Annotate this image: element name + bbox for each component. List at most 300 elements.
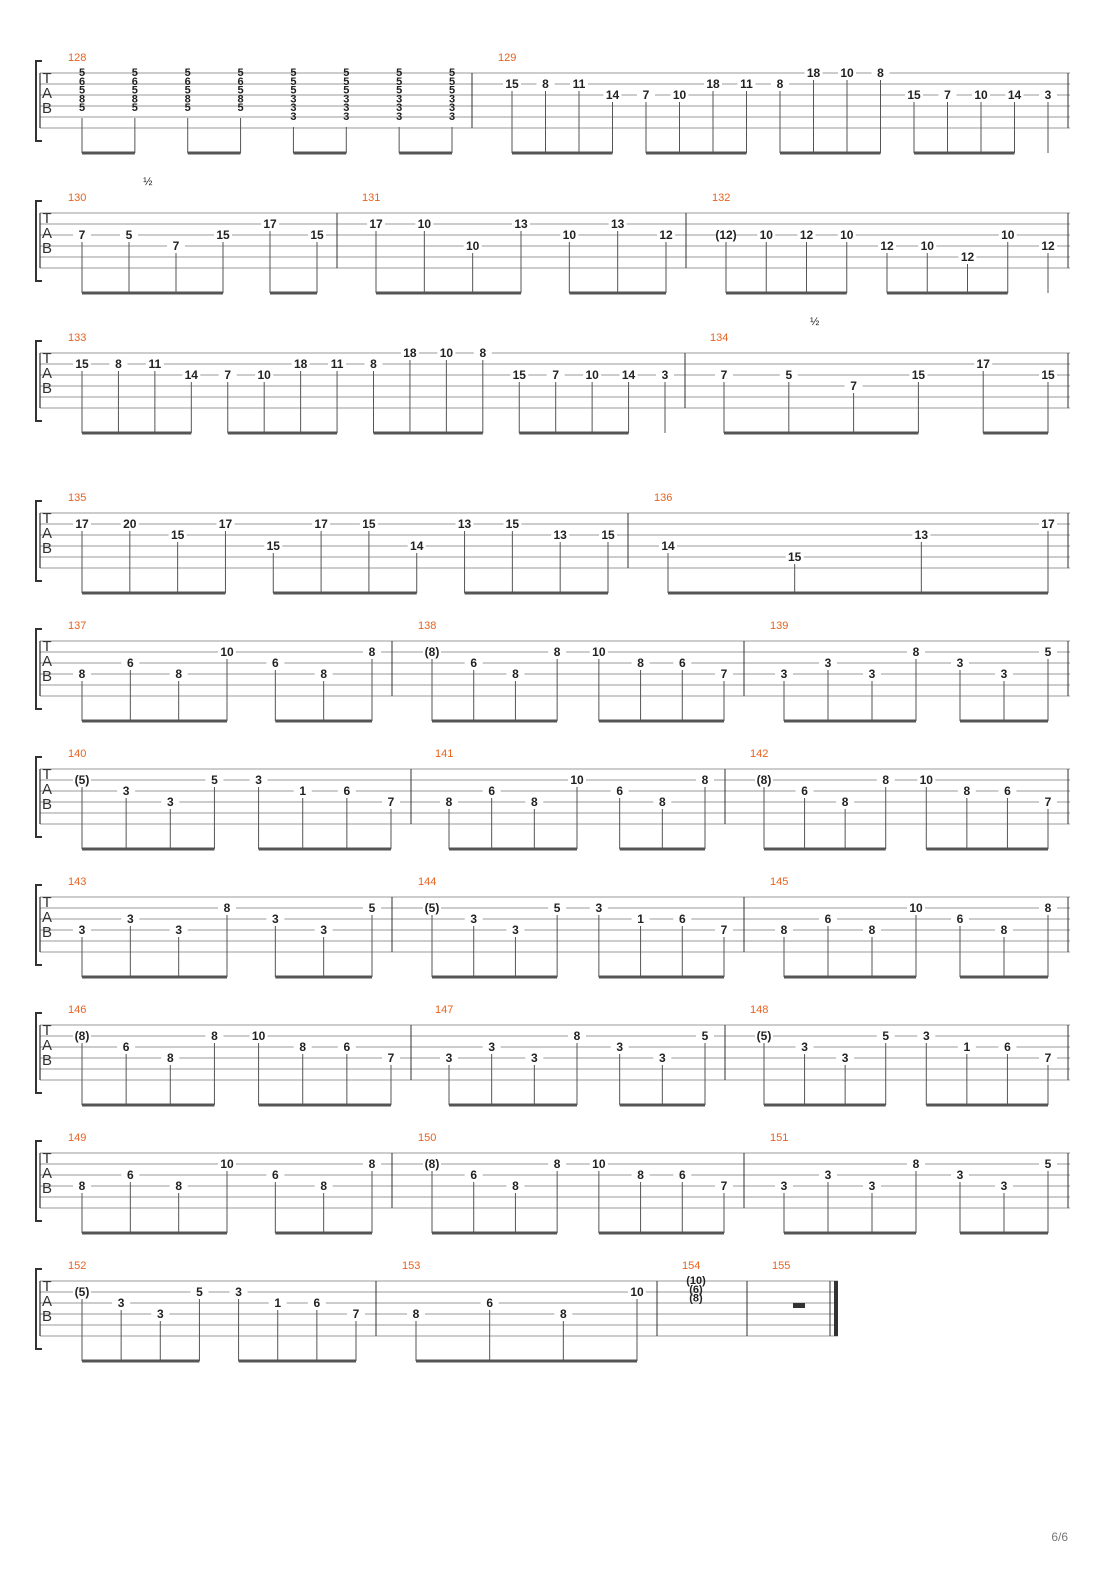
fret-number: 3: [396, 93, 403, 106]
fret-number: 6: [470, 1168, 478, 1182]
fret-number: 7: [387, 795, 395, 809]
note: [836, 1051, 854, 1105]
fret-number: 6: [126, 656, 134, 670]
tab-clef-letter: T: [42, 70, 52, 87]
note: [715, 1179, 733, 1233]
fret-number: 8: [175, 1179, 183, 1193]
fret-number: 5: [553, 901, 561, 915]
fret-number: 3: [290, 102, 297, 115]
measure: [770, 876, 1068, 977]
note: [483, 784, 501, 849]
tab-clef-letter: T: [42, 638, 52, 655]
tab-clef-letter: A: [41, 525, 53, 542]
note: [838, 66, 856, 153]
note: [117, 784, 135, 849]
measure: [435, 748, 725, 849]
fret-number: 7: [720, 923, 728, 937]
note: [294, 1040, 312, 1105]
fret-number: 10: [759, 228, 773, 242]
note: [836, 795, 854, 849]
fret-number: 3: [448, 102, 456, 115]
note: [465, 656, 483, 721]
measure: [362, 192, 686, 293]
note: [863, 1179, 881, 1233]
note: [554, 1307, 572, 1361]
tab-clef-letter: A: [41, 909, 53, 926]
fret-number: 12: [659, 228, 673, 242]
measure-number: 148: [750, 1004, 769, 1016]
fret-number: 17: [218, 517, 233, 531]
note: [974, 357, 992, 433]
measure: [68, 52, 472, 153]
note: [939, 88, 957, 153]
fret-number: 5: [448, 84, 456, 97]
fret-number: 1: [299, 784, 307, 798]
fret-number: 3: [126, 912, 134, 926]
note: [465, 1168, 483, 1233]
fret-number: 5: [131, 67, 138, 79]
fret-number: 3: [396, 111, 403, 123]
fret-number: 10: [585, 368, 599, 382]
fret-number: 15: [911, 368, 926, 382]
fret-number: 10: [257, 368, 271, 382]
note: [872, 66, 890, 153]
note: [170, 667, 188, 721]
measure: [750, 1004, 1068, 1105]
tab-clef-letter: B: [41, 240, 53, 257]
note: [620, 368, 638, 433]
note: [121, 912, 139, 977]
fret-number: 11: [572, 77, 586, 91]
measure-number: 146: [68, 1004, 87, 1016]
tab-clef-letter: A: [41, 1037, 53, 1054]
note: [506, 1179, 524, 1233]
tab-clef-letter: A: [41, 85, 53, 102]
fret-number: 6: [470, 656, 478, 670]
fret-number: 10: [974, 88, 988, 102]
note: [611, 1040, 629, 1105]
fret-number: 5: [184, 84, 191, 97]
fret-number: 3: [616, 1040, 624, 1054]
fret-number: 3: [868, 1179, 876, 1193]
note: [512, 217, 530, 293]
fret-number: 3: [290, 93, 297, 106]
tab-system: [36, 492, 1070, 593]
fret-number: (8): [424, 1157, 440, 1171]
note: [315, 667, 333, 721]
note: [907, 1157, 925, 1233]
note: [269, 1296, 287, 1361]
fret-number: 6: [956, 912, 964, 926]
fret-number: 8: [1044, 901, 1052, 915]
note: [560, 228, 578, 293]
fret-number: 11: [330, 357, 344, 371]
note: [407, 1307, 425, 1361]
tab-clef-letter: A: [41, 365, 53, 382]
note: [218, 645, 236, 721]
measure: [68, 1004, 411, 1105]
note: [568, 1029, 586, 1105]
fret-number: 3: [780, 1179, 788, 1193]
fret-number: 15: [75, 357, 89, 371]
fret-number: 10: [909, 901, 923, 915]
note: [255, 368, 273, 433]
fret-number: 5: [290, 84, 297, 97]
note: [401, 346, 419, 433]
measure-number: 135: [68, 492, 87, 504]
tab-clef-letter: T: [42, 510, 52, 527]
tab-clef-letter: A: [41, 781, 53, 798]
fret-number: 6: [343, 784, 351, 798]
measure: [68, 876, 392, 977]
measure-number: 131: [362, 192, 381, 204]
fret-number: 8: [184, 93, 191, 106]
note: [845, 379, 863, 433]
measure-number: 134: [710, 332, 729, 344]
fret-number: 6: [271, 656, 279, 670]
note: [205, 1029, 223, 1105]
fret-number: 14: [605, 88, 620, 102]
fret-number: 3: [255, 773, 262, 787]
fret-number: 14: [184, 368, 198, 382]
fret-number: 6: [678, 1168, 686, 1182]
measure-number: 132: [712, 192, 731, 204]
note: [73, 228, 91, 293]
fret-number: 5: [237, 84, 244, 97]
fret-number: 18: [293, 357, 308, 371]
measure-number: 139: [770, 620, 789, 632]
note: [590, 645, 608, 721]
fret-number: 5: [343, 75, 350, 88]
note: [657, 228, 675, 293]
fret-number: 6: [486, 1296, 494, 1310]
fret-number: 3: [122, 784, 130, 798]
tab-clef-letter: T: [42, 766, 52, 783]
fret-number: 10: [672, 88, 687, 102]
note: [437, 346, 455, 433]
note: [1039, 368, 1057, 433]
fret-number: 14: [661, 539, 675, 553]
measure: [418, 876, 744, 977]
fret-number: 7: [1044, 795, 1052, 809]
note: [909, 368, 927, 433]
fret-number: 6: [616, 784, 624, 798]
note: [537, 77, 555, 153]
fret-number: 10: [919, 773, 933, 787]
chord: [290, 67, 296, 153]
fret-number: 3: [396, 102, 403, 115]
note: [109, 357, 127, 433]
fret-number: 17: [263, 217, 277, 231]
fret-number: 7: [387, 1051, 395, 1065]
note: [917, 1029, 935, 1105]
note: [1039, 901, 1057, 977]
fret-number: 7: [720, 368, 728, 382]
note: [167, 239, 185, 293]
note: [250, 1029, 268, 1105]
fret-number: 11: [740, 77, 753, 91]
fret-number: 6: [678, 656, 686, 670]
fret-number: 12: [799, 228, 814, 242]
fret-number: 10: [465, 239, 480, 253]
note: [995, 1179, 1013, 1233]
note: [363, 1157, 381, 1233]
measure-number: 144: [418, 876, 437, 888]
fret-number: 17: [75, 517, 89, 531]
fret-number: 12: [960, 250, 975, 264]
note: [1039, 645, 1057, 721]
note: [958, 1040, 976, 1105]
fret-number: (10): [686, 1275, 706, 1287]
note: [755, 773, 773, 849]
note: [120, 228, 138, 293]
note: [998, 784, 1016, 849]
note: [312, 517, 330, 593]
chord: [132, 67, 138, 153]
fret-number: 8: [78, 667, 86, 681]
fret-number: 3: [658, 1051, 666, 1065]
tab-system: [36, 316, 1070, 433]
fret-number: 5: [396, 67, 403, 79]
fret-number: 6: [488, 784, 496, 798]
note: [548, 1157, 566, 1233]
fret-number: 1: [637, 912, 644, 926]
tab-system: [36, 52, 1070, 153]
fret-number: 8: [882, 773, 890, 787]
fret-number: 6: [678, 912, 686, 926]
fret-number: 7: [552, 368, 560, 382]
fret-number: 5: [237, 102, 244, 115]
fret-number: 7: [720, 1179, 728, 1193]
note: [999, 228, 1017, 293]
fret-number: 8: [701, 773, 709, 787]
note: [170, 923, 188, 977]
note: [465, 912, 483, 977]
note: [190, 1285, 208, 1361]
fret-number: 6: [1004, 784, 1011, 798]
measure-number: 140: [68, 748, 87, 760]
note: [382, 1051, 400, 1105]
note: [568, 773, 586, 849]
fret-number: 6: [131, 75, 138, 88]
fret-number: 8: [530, 795, 538, 809]
fret-number: 6: [184, 75, 191, 88]
note: [951, 912, 969, 977]
tab-system: [36, 1260, 838, 1361]
fret-number: 8: [115, 357, 122, 371]
fret-number: 10: [840, 228, 854, 242]
note: [805, 66, 823, 153]
fret-number: 3: [445, 1051, 453, 1065]
whole-rest: [793, 1303, 805, 1308]
note: [917, 773, 935, 849]
note: [1039, 88, 1057, 153]
measure-number: 141: [435, 748, 454, 760]
note: [771, 77, 789, 153]
tab-clef-letter: T: [42, 1022, 52, 1039]
fret-number: 3: [801, 1040, 808, 1054]
note: [877, 773, 895, 849]
tab-clef-letter: A: [41, 653, 53, 670]
note: [315, 1179, 333, 1233]
fret-number: 3: [922, 1029, 930, 1043]
note: [656, 368, 674, 433]
fret-number: 10: [251, 1029, 266, 1043]
note: [73, 1179, 91, 1233]
note: [117, 1040, 135, 1105]
fret-number: 3: [956, 1168, 964, 1182]
measure: [68, 620, 392, 721]
note: [599, 528, 617, 593]
fret-number: 8: [637, 656, 644, 670]
fret-number: 5: [343, 84, 350, 97]
note: [328, 357, 346, 433]
note: [363, 645, 381, 721]
fret-number: 8: [166, 1051, 174, 1065]
fret-number: 15: [512, 368, 526, 382]
measure: [750, 748, 1068, 849]
note: [112, 1296, 130, 1361]
note: [590, 1157, 608, 1233]
note: [73, 923, 91, 977]
measure-number: 151: [770, 1132, 789, 1144]
tab-system: [36, 620, 1070, 721]
note: [161, 795, 179, 849]
note: [819, 1168, 837, 1233]
note: [863, 667, 881, 721]
tab-clef-letter: A: [41, 225, 53, 242]
fret-number: 3: [448, 93, 456, 106]
fret-number: 3: [661, 368, 669, 382]
note: [995, 667, 1013, 721]
measure-number: 143: [68, 876, 87, 888]
fret-number: 3: [512, 923, 519, 937]
fret-number: 7: [172, 239, 180, 253]
fret-number: 5: [184, 102, 191, 115]
measure: [770, 620, 1068, 721]
note: [583, 368, 601, 433]
note: [673, 656, 691, 721]
tab-system: [36, 176, 1070, 293]
measure: [654, 492, 1068, 593]
fret-number: 18: [403, 346, 417, 360]
fret-number: 5: [1044, 645, 1052, 659]
measure-number: 150: [418, 1132, 437, 1144]
measure: [68, 332, 685, 433]
tab-clef-letter: T: [42, 894, 52, 911]
fret-number: 3: [1000, 1179, 1008, 1193]
note: [1039, 1157, 1057, 1233]
fret-number: 5: [343, 67, 350, 79]
fret-number: 12: [1041, 239, 1055, 253]
note: [464, 239, 482, 293]
fret-number: 8: [912, 1157, 920, 1171]
fret-number: 3: [1000, 667, 1008, 681]
note: [266, 1168, 284, 1233]
note: [440, 1051, 458, 1105]
note: [547, 368, 565, 433]
fret-number: 14: [621, 368, 636, 382]
fret-number: 5: [882, 1029, 890, 1043]
fret-number: 5: [196, 1285, 203, 1299]
fret-number: 10: [592, 645, 606, 659]
note: [121, 656, 139, 721]
measure: [435, 1004, 725, 1105]
tab-clef-letter: T: [42, 1278, 52, 1295]
note: [798, 228, 816, 293]
note: [440, 795, 458, 849]
fret-number: 6: [78, 75, 86, 88]
fret-number: 8: [78, 93, 86, 106]
fret-number: 11: [148, 357, 162, 371]
note: [146, 357, 164, 433]
note: [1039, 795, 1057, 849]
note: [363, 901, 381, 977]
fret-number: 5: [125, 228, 133, 242]
fret-number: 15: [362, 517, 376, 531]
note: [456, 517, 474, 593]
fret-number: 8: [1000, 923, 1008, 937]
fret-number: (8): [74, 1029, 90, 1043]
note: [121, 1168, 139, 1233]
fret-number: 8: [868, 923, 876, 937]
fret-number: (6): [689, 1283, 703, 1296]
fret-number: 7: [78, 228, 86, 242]
fret-number: 13: [514, 217, 528, 231]
fret-number: 3: [841, 1051, 849, 1065]
note: [367, 217, 385, 293]
note: [632, 912, 650, 977]
fret-number: 17: [369, 217, 383, 231]
note: [959, 250, 977, 293]
fret-number: 8: [658, 795, 666, 809]
note: [216, 517, 234, 593]
tab-clef-letter: B: [41, 796, 53, 813]
fret-number: 5: [368, 901, 376, 915]
note: [503, 77, 521, 153]
note: [182, 368, 200, 433]
fret-number: 10: [592, 1157, 606, 1171]
chord: [396, 67, 402, 153]
fret-number: 5: [78, 84, 86, 97]
fret-number: 3: [824, 656, 832, 670]
chord: [238, 67, 244, 153]
fret-number: 8: [479, 346, 487, 360]
note: [365, 357, 383, 433]
fret-number: 17: [1041, 517, 1055, 531]
fret-number: 8: [776, 77, 784, 91]
note: [738, 77, 756, 153]
note: [525, 1051, 543, 1105]
fret-number: 1: [963, 1040, 971, 1054]
note: [250, 773, 268, 849]
fret-number: 6: [824, 912, 832, 926]
note: [151, 1307, 169, 1361]
note: [907, 645, 925, 721]
fret-number: (12): [715, 228, 737, 242]
fret-number: 3: [1044, 88, 1052, 102]
measure-number: 147: [435, 1004, 454, 1016]
measure-number: 129: [498, 52, 517, 64]
note: [951, 1168, 969, 1233]
tab-system: [36, 748, 1070, 849]
page-number: 6/6: [1051, 1530, 1068, 1544]
note: [673, 912, 691, 977]
chord: [686, 1275, 706, 1305]
note: [219, 368, 237, 433]
measure: [418, 1132, 744, 1233]
note: [611, 784, 629, 849]
